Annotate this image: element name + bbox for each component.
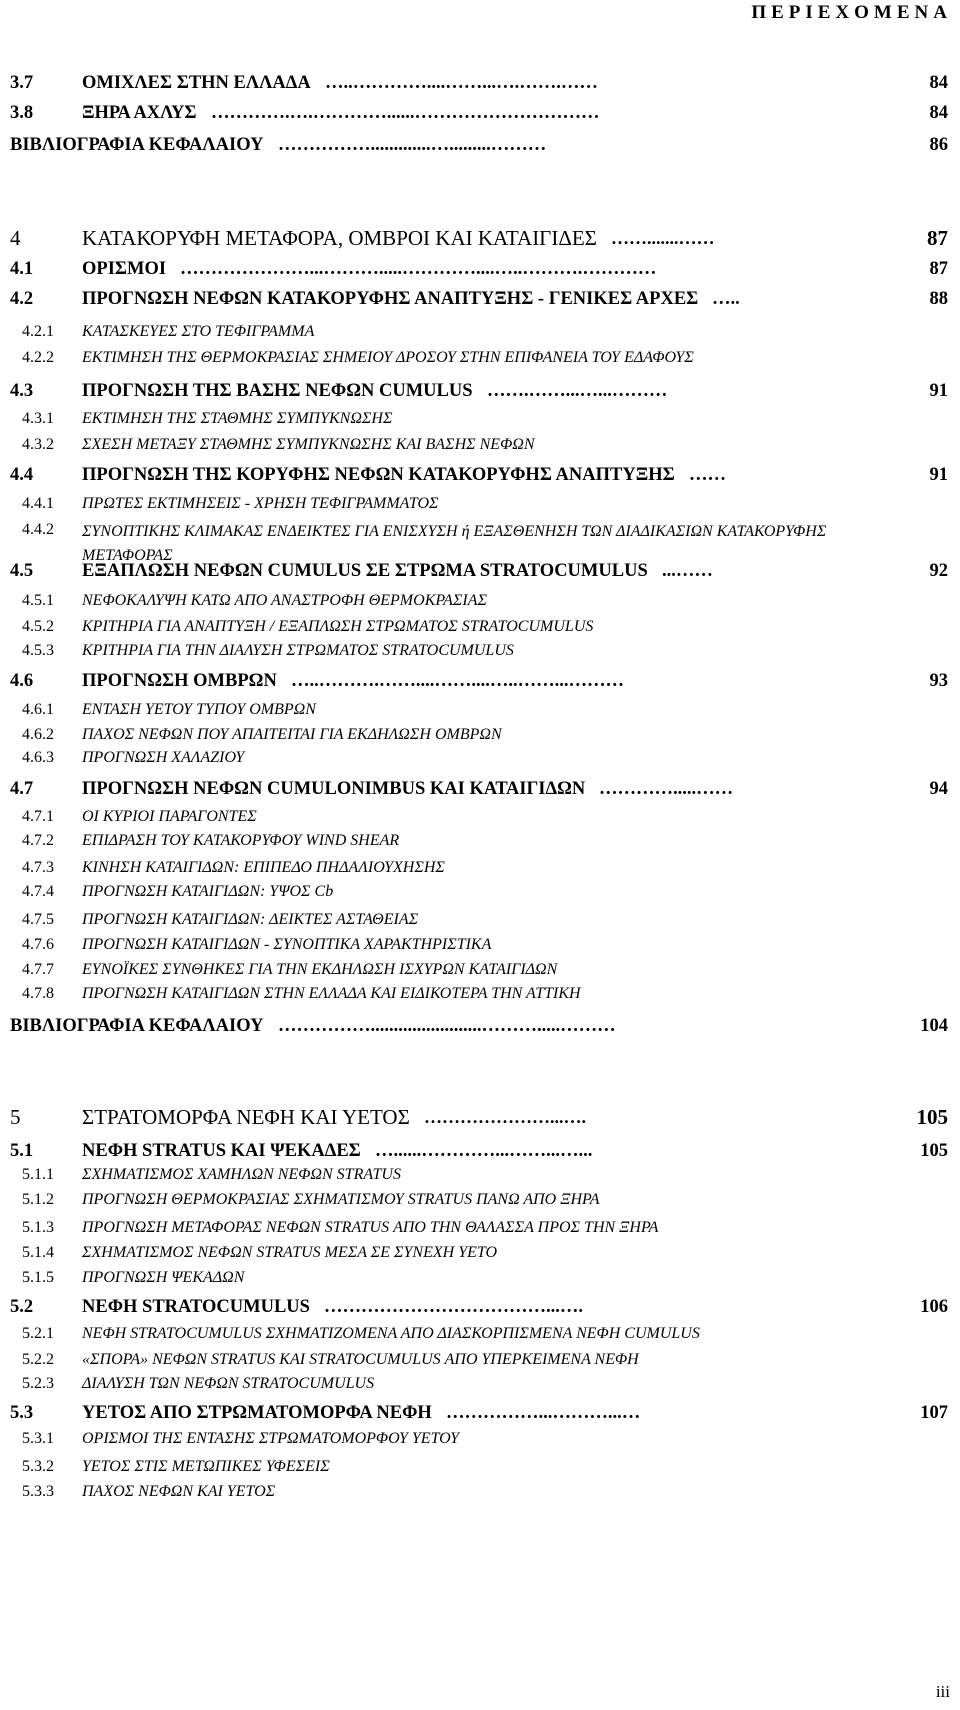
entry-number: 4.5.3 <box>22 642 54 659</box>
entry-number: 5.1.2 <box>22 1191 54 1208</box>
dot-leader: …….……...…...……… <box>487 381 668 401</box>
entry-title: ΠΑΧΟΣ ΝΕΦΩΝ ΚΑΙ ΥΕΤΟΣ <box>82 1483 276 1500</box>
entry-number: 4.2.1 <box>22 323 54 340</box>
entry-number: 5.1.5 <box>22 1269 54 1286</box>
entry-title: ΣΧΗΜΑΤΙΣΜΟΣ ΧΑΜΗΛΩΝ ΝΕΦΩΝ STRATUS <box>82 1166 401 1183</box>
entry-title: ΝΕΦΟΚΑΛΥΨΗ ΚΑΤΩ ΑΠΟ ΑΝΑΣΤΡΟΦΗ ΘΕΡΜΟΚΡΑΣΙΑΣ <box>82 592 487 609</box>
entry-title: ΠΡΟΓΝΩΣΗ ΚΑΤΑΙΓΙΔΩΝ: ΥΨΟΣ Cb <box>82 883 334 900</box>
dot-leader: …......…………...……...…... <box>375 1141 593 1161</box>
entry-title: ΚΑΤΑΣΚΕΥΕΣ ΣΤΟ ΤΕΦΙΓΡΑΜΜΑ <box>82 323 315 340</box>
entry-title: ΠΡΟΓΝΩΣΗ ΚΑΤΑΙΓΙΔΩΝ - ΣΥΝΟΠΤΙΚΑ ΧΑΡΑΚΤΗΡΙΣΤΙΚΑ <box>82 936 492 953</box>
entry-title: ΠΡΟΓΝΩΣΗ ΤΗΣ ΒΑΣΗΣ ΝΕΦΩΝ CUMULUS <box>82 381 473 401</box>
entry-title: ΠΡΟΓΝΩΣΗ ΚΑΤΑΙΓΙΔΩΝ: ΔΕΙΚΤΕΣ ΑΣΤΑΘΕΙΑΣ <box>82 911 419 928</box>
entry-title: ΕΚΤΙΜΗΣΗ ΤΗΣ ΘΕΡΜΟΚΡΑΣΙΑΣ ΣΗΜΕΙΟΥ ΔΡΟΣΟΥ ΣΤΗΝ ΕΠΙΦΑΝΕΙΑ ΤΟΥ ΕΔΑΦΟΥΣ <box>82 349 694 366</box>
dot-leader: ………….….…………......………………………… <box>211 103 600 123</box>
entry-title: ΝΕΦΗ STRATOCUMULUS <box>82 1297 310 1317</box>
dot-leader: ………………………………...…. <box>324 1297 583 1317</box>
entry-page: 94 <box>929 779 948 799</box>
entry-number: 4.7.3 <box>22 859 54 876</box>
entry-number: 4.7.2 <box>22 832 54 849</box>
entry-number: 4.3 <box>10 381 34 401</box>
entry-number: 4.3.2 <box>22 436 54 453</box>
entry-number: 5.1.4 <box>22 1244 54 1261</box>
entry-number: 4.7.1 <box>22 808 54 825</box>
entry-title: ΚΡΙΤΗΡΙΑ ΓΙΑ ΑΝΑΠΤΥΞΗ / ΕΞΑΠΛΩΣΗ ΣΤΡΩΜΑΤΟΣ STRATOCUMULUS <box>82 618 594 635</box>
entry-number: 4.3.1 <box>22 410 54 427</box>
entry-title: ΟΡΙΣΜΟΙ <box>82 259 167 279</box>
dot-leader: …………………...…. <box>424 1107 586 1127</box>
entry-title: ΠΡΟΓΝΩΣΗ ΝΕΦΩΝ ΚΑΤΑΚΟΡΥΦΗΣ ΑΝΑΠΤΥΞΗΣ - ΓΕΝΙΚΕΣ ΑΡΧΕΣ <box>82 289 699 309</box>
entry-number: 4.5 <box>10 561 34 581</box>
entry-title: ΠΡΟΓΝΩΣΗ ΨΕΚΑΔΩΝ <box>82 1269 245 1286</box>
entry-title: ΚΡΙΤΗΡΙΑ ΓΙΑ ΤΗΝ ΔΙΑΛΥΣΗ ΣΤΡΩΜΑΤΟΣ STRATOCUMULUS <box>82 642 514 659</box>
entry-page: 107 <box>920 1403 948 1423</box>
entry-title: ΠΡΟΓΝΩΣΗ ΚΑΤΑΙΓΙΔΩΝ ΣΤΗΝ ΕΛΛΑΔΑ ΚΑΙ ΕΙΔΙΚΟΤΕΡΑ ΤΗΝ ΑΤΤΙΚΗ <box>82 985 581 1002</box>
entry-title: ΠΡΟΓΝΩΣΗ ΜΕΤΑΦΟΡΑΣ ΝΕΦΩΝ STRATUS ΑΠΟ ΤΗΝ ΘΑΛΑΣΣΑ ΠΡΟΣ ΤΗΝ ΞΗΡΑ <box>82 1219 659 1236</box>
entry-title: ΠΡΩΤΕΣ ΕΚΤΙΜΗΣΕΙΣ - ΧΡΗΣΗ ΤΕΦΙΓΡΑΜΜΑΤΟΣ <box>82 495 439 512</box>
entry-number: 4.7.7 <box>22 961 54 978</box>
entry-number: 5.1.3 <box>22 1219 54 1236</box>
entry-title: ΕΝΤΑΣΗ ΥΕΤΟΥ ΤΥΠΟΥ ΟΜΒΡΩΝ <box>82 701 316 718</box>
entry-page: 87 <box>927 226 948 250</box>
entry-number: 3.8 <box>10 103 34 123</box>
entry-page: 86 <box>929 135 948 155</box>
entry-number: 4.4.1 <box>22 495 54 512</box>
entry-title: ΟΙ ΚΥΡΙΟΙ ΠΑΡΑΓΟΝΤΕΣ <box>82 808 257 825</box>
entry-number: 4.7.6 <box>22 936 54 953</box>
entry-page: 93 <box>929 671 948 691</box>
entry-page: 91 <box>929 465 948 485</box>
entry-title: ΝΕΦΗ STRATUS ΚΑΙ ΨΕΚΑΔΕΣ <box>82 1141 361 1161</box>
page-header: ΠΕΡΙΕΧΟΜΕΝΑ <box>751 2 952 23</box>
entry-title: ΝΕΦΗ STRATOCUMULUS ΣΧΗΜΑΤΙΖΟΜΕΝΑ ΑΠΟ ΔΙΑΣΚΟΡΠΙΣΜΕΝΑ ΝΕΦΗ CUMULUS <box>82 1325 700 1342</box>
entry-title: ΟΜΙΧΛΕΣ ΣΤΗΝ ΕΛΛΑΔΑ <box>82 73 311 93</box>
entry-number: 4.1 <box>10 259 34 279</box>
dot-leader: ….. <box>712 289 740 309</box>
entry-number: 4.6.2 <box>22 726 54 743</box>
entry-title: ΣΧΕΣΗ ΜΕΤΑΞΥ ΣΤΑΘΜΗΣ ΣΥΜΠΥΚΝΩΣΗΣ ΚΑΙ ΒΑΣΗΣ ΝΕΦΩΝ <box>82 436 535 453</box>
entry-page: 106 <box>920 1297 948 1317</box>
entry-title: ΞΗΡΑ ΑΧΛΥΣ <box>82 103 197 123</box>
entry-number: 5 <box>10 1105 21 1129</box>
entry-number: 4.5.1 <box>22 592 54 609</box>
entry-number: 5.2 <box>10 1297 34 1317</box>
entry-title: ΠΡΟΓΝΩΣΗ ΟΜΒΡΩΝ <box>82 671 277 691</box>
entry-page: 91 <box>929 381 948 401</box>
entry-number: 4.6.3 <box>22 749 54 766</box>
entry-title: ΕΞΑΠΛΩΣΗ ΝΕΦΩΝ CUMULUS ΣΕ ΣΤΡΩΜΑ STRATOCUMULUS <box>82 561 648 581</box>
entry-title: ΚΑΤΑΚΟΡΥΦΗ ΜΕΤΑΦΟΡΑ, ΟΜΒΡΟΙ ΚΑΙ ΚΑΤΑΙΓΙΔΕΣ <box>82 226 597 250</box>
entry-page: 92 <box>929 561 948 581</box>
dot-leader: ………….....…… <box>599 779 734 799</box>
entry-title: ΕΚΤΙΜΗΣΗ ΤΗΣ ΣΤΑΘΜΗΣ ΣΥΜΠΥΚΝΩΣΗΣ <box>82 410 393 427</box>
entry-title: ΣΧΗΜΑΤΙΣΜΟΣ ΝΕΦΩΝ STRATUS ΜΕΣΑ ΣΕ ΣΥΝΕΧΗ ΥΕΤΟ <box>82 1244 498 1261</box>
entry-title: ΠΡΟΓΝΩΣΗ ΘΕΡΜΟΚΡΑΣΙΑΣ ΣΧΗΜΑΤΙΣΜΟΥ STRATUS ΠΑΝΩ ΑΠΟ ΞΗΡΑ <box>82 1191 600 1208</box>
entry-number: 5.1 <box>10 1141 34 1161</box>
entry-title: ΠΡΟΓΝΩΣΗ ΤΗΣ ΚΟΡΥΦΗΣ ΝΕΦΩΝ ΚΑΤΑΚΟΡΥΦΗΣ ΑΝΑΠΤΥΞΗΣ <box>82 465 675 485</box>
entry-number: 5.3.1 <box>22 1430 54 1447</box>
entry-title: ΥΕΤΟΣ ΑΠΟ ΣΤΡΩΜΑΤΟΜΟΡΦΑ ΝΕΦΗ <box>82 1403 432 1423</box>
entry-number: 4.2.2 <box>22 349 54 366</box>
entry-title: ΔΙΑΛΥΣΗ ΤΩΝ ΝΕΦΩΝ STRATOCUMULUS <box>82 1375 375 1392</box>
entry-number: 5.2.3 <box>22 1375 54 1392</box>
entry-title: ΒΙΒΛΙΟΓΡΑΦΙΑ ΚΕΦΑΛΑΙΟΥ <box>10 135 264 155</box>
entry-number: 4.5.2 <box>22 618 54 635</box>
entry-title: ΠΑΧΟΣ ΝΕΦΩΝ ΠΟΥ ΑΠΑΙΤΕΙΤΑΙ ΓΙΑ ΕΚΔΗΛΩΣΗ ΟΜΒΡΩΝ <box>82 726 502 743</box>
entry-number: 4.4 <box>10 465 34 485</box>
dot-leader: …………………...……….....…………....…..……….………… <box>180 259 657 279</box>
entry-number: 5.1.1 <box>22 1166 54 1183</box>
entry-number: 4.6 <box>10 671 34 691</box>
entry-title: ΕΥΝΟΪΚΕΣ ΣΥΝΘΗΚΕΣ ΓΙΑ ΤΗΝ ΕΚΔΗΛΩΣΗ ΙΣΧΥΡΩΝ ΚΑΤΑΙΓΙΔΩΝ <box>82 961 558 978</box>
entry-title: ΕΠΙΔΡΑΣΗ ΤΟΥ ΚΑΤΑΚΟΡΥΦΟΥ WIND SHEAR <box>82 832 400 849</box>
entry-page: 104 <box>920 1016 948 1036</box>
dot-leader: ……………........................……….....……… <box>278 1016 616 1036</box>
dot-leader: …….......…… <box>611 228 715 248</box>
page-number: iii <box>935 1682 950 1701</box>
entry-page: 84 <box>929 103 948 123</box>
entry-number: 4 <box>10 226 21 250</box>
entry-page: 88 <box>929 289 948 309</box>
entry-number: 4.7.8 <box>22 985 54 1002</box>
entry-number: 5.2.1 <box>22 1325 54 1342</box>
entry-number: 4.4.2 <box>22 521 54 538</box>
entry-number: 4.2 <box>10 289 34 309</box>
entry-number: 4.6.1 <box>22 701 54 718</box>
entry-title: ΣΥΝΟΠΤΙΚΗΣ ΚΛΙΜΑΚΑΣ ΕΝΔΕΙΚΤΕΣ ΓΙΑ ΕΝΙΣΧΥΣΗ ή ΕΞΑΣΘΕΝΗΣΗ ΤΩΝ ΔΙΑΔΙΚΑΣΙΩΝ ΚΑΤΑΚΟΡΥΦΗΣ ΜΕΤΑΦΟΡΑΣ <box>82 523 827 564</box>
entry-number: 5.3 <box>10 1403 34 1423</box>
entry-number: 5.2.2 <box>22 1351 54 1368</box>
dot-leader: ……………...………...… <box>446 1403 641 1423</box>
entry-number: 5.3.2 <box>22 1458 54 1475</box>
entry-number: 4.7.5 <box>22 911 54 928</box>
entry-title: ΟΡΙΣΜΟΙ ΤΗΣ ΕΝΤΑΣΗΣ ΣΤΡΩΜΑΤΟΜΟΡΦΟΥ ΥΕΤΟΥ <box>82 1430 459 1447</box>
entry-page: 105 <box>920 1141 948 1161</box>
entry-title: «ΣΠΟΡΑ» ΝΕΦΩΝ STRATUS ΚΑΙ STRATOCUMULUS ΑΠΟ ΥΠΕΡΚΕΙΜΕΝΑ ΝΕΦΗ <box>82 1351 639 1368</box>
entry-number: 5.3.3 <box>22 1483 54 1500</box>
dot-leader: …………….............….........……… <box>278 135 547 155</box>
entry-title: ΠΡΟΓΝΩΣΗ ΧΑΛΑΖΙΟΥ <box>82 749 245 766</box>
dot-leader: …..……….……....……....…..……...……… <box>291 671 624 691</box>
entry-title: ΠΡΟΓΝΩΣΗ ΝΕΦΩΝ CUMULONIMBUS ΚΑΙ ΚΑΤΑΙΓΙΔΩΝ <box>82 779 586 799</box>
entry-number: 3.7 <box>10 73 34 93</box>
entry-title: ΒΙΒΛΙΟΓΡΑΦΙΑ ΚΕΦΑΛΑΙΟΥ <box>10 1016 264 1036</box>
dot-leader: …… <box>689 465 726 485</box>
entry-number: 4.7.4 <box>22 883 54 900</box>
entry-page: 105 <box>916 1105 948 1129</box>
entry-title: ΣΤΡΑΤΟΜΟΡΦΑ ΝΕΦΗ ΚΑΙ ΥΕΤΟΣ <box>82 1105 410 1129</box>
entry-title: ΚΙΝΗΣΗ ΚΑΤΑΙΓΙΔΩΝ: ΕΠΙΠΕΔΟ ΠΗΔΑΛΙΟΥΧΗΣΗΣ <box>82 859 445 876</box>
dot-leader: …..…………....……...….…….…… <box>325 73 598 93</box>
entry-number: 4.7 <box>10 779 34 799</box>
entry-page: 87 <box>929 259 948 279</box>
entry-title: ΥΕΤΟΣ ΣΤΙΣ ΜΕΤΩΠΙΚΕΣ ΥΦΕΣΕΙΣ <box>82 1458 330 1475</box>
entry-page: 84 <box>929 73 948 93</box>
dot-leader: ...…… <box>662 561 713 581</box>
